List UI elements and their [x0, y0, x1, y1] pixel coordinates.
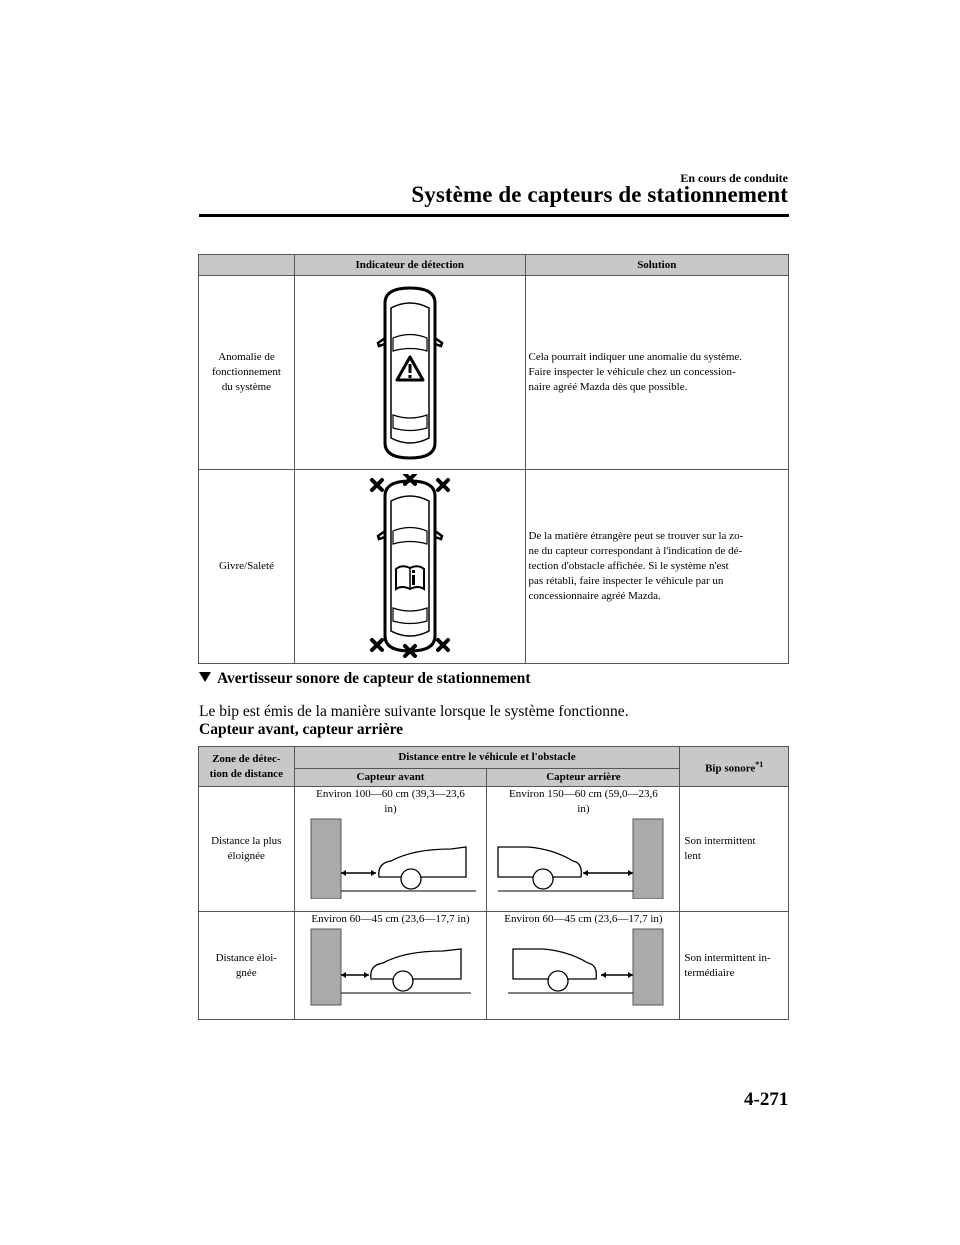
section-label: En cours de conduite: [680, 171, 788, 185]
header-rear: Capteur arrière: [487, 769, 680, 787]
solution-line: Cela pourrait indiquer une anomalie du système.: [528, 351, 743, 363]
bip-line: termédiaire: [684, 966, 735, 979]
beep-table: [198, 746, 789, 1020]
subheading: Capteur avant, capteur arrière: [199, 721, 404, 738]
zone-line: éloignée: [227, 850, 265, 862]
table-row: [199, 276, 789, 470]
header-front: Capteur avant: [294, 769, 487, 787]
zone-line: Distance la plus: [211, 835, 282, 847]
car-sensor-dirt-icon: [360, 474, 460, 659]
condition-line: du système: [221, 381, 272, 393]
zone-cell: [199, 787, 295, 912]
bip-line: Son intermittent in-: [684, 951, 771, 964]
rear-car-far-illustration: [493, 817, 673, 899]
condition-cell: [199, 470, 295, 664]
front-distance-cell: [294, 912, 487, 1020]
body-text: Le bip est émis de la manière suivante lorsque le système fonctionne.: [199, 703, 629, 720]
bip-line: lent: [684, 850, 701, 862]
header-bip-text: Bip sonore: [705, 762, 756, 775]
front-distance-line: Environ 60―45 cm (23,6―17,7 in): [311, 913, 470, 925]
condition-line: Anomalie de: [218, 351, 275, 363]
header-distance: Distance entre le véhicule et l'obstacle: [294, 747, 680, 769]
rear-car-near-illustration: [493, 927, 673, 1007]
solution-line: ne du capteur correspondant à l'indication de dé-: [528, 545, 743, 557]
table-row: [199, 787, 789, 912]
detection-table: [198, 254, 789, 664]
solution-cell: [525, 470, 788, 664]
front-car-far-illustration: [301, 817, 481, 899]
header-empty: [199, 255, 295, 276]
bip-cell: [680, 787, 789, 912]
solution-line: naire agréé Mazda dès que possible.: [528, 381, 688, 393]
front-distance-line: in): [384, 803, 397, 815]
page-title: Système de capteurs de stationnement: [411, 182, 788, 207]
bip-cell: [680, 912, 789, 1020]
condition-cell: [199, 276, 295, 470]
triangle-down-icon: [199, 672, 211, 682]
header-solution: Solution: [525, 255, 788, 276]
section-heading-text: Avertisseur sonore de capteur de stationnement: [217, 670, 531, 687]
header-zone: [199, 747, 295, 787]
condition-line: fonctionnement: [211, 366, 281, 378]
table-row: [199, 912, 789, 1020]
rear-distance-line: in): [577, 803, 590, 815]
indicator-cell: [294, 470, 525, 664]
page-number: 4-271: [744, 1089, 789, 1110]
front-distance-cell: [294, 787, 487, 912]
zone-line: gnée: [235, 966, 257, 979]
solution-line: De la matière étrangère peut se trouver sur la zo-: [528, 530, 744, 542]
rear-distance-line: Environ 60―45 cm (23,6―17,7 in): [504, 913, 663, 925]
indicator-cell: [294, 276, 525, 470]
rear-distance-line: Environ 150―60 cm (59,0―23,6: [509, 788, 658, 800]
bip-line: Son intermittent: [684, 835, 756, 847]
solution-cell: [525, 276, 788, 470]
footnote-mark: *1: [755, 759, 764, 769]
header-bip: [680, 747, 789, 787]
solution-line: Faire inspecter le véhicule chez un concession-: [528, 366, 736, 378]
header-indicator: Indicateur de détection: [294, 255, 525, 276]
header-zone-line: tion de distance: [209, 767, 283, 780]
rear-distance-cell: [487, 787, 680, 912]
car-warning-icon: [360, 283, 460, 463]
table-header-row: [199, 255, 789, 276]
solution-line: tection d'obstacle affichée. Si le système n'est: [528, 560, 729, 572]
zone-line: Distance éloi-: [215, 951, 277, 964]
condition-line: Givre/Saleté: [218, 560, 274, 572]
table-row: [199, 470, 789, 664]
header-zone-line: Zone de détec-: [212, 752, 281, 765]
front-car-near-illustration: [301, 927, 481, 1007]
solution-line: concessionnaire agréé Mazda.: [528, 590, 661, 602]
front-distance-line: Environ 100―60 cm (39,3―23,6: [316, 788, 465, 800]
zone-cell: [199, 912, 295, 1020]
solution-line: pas rétabli, faire inspecter le véhicule par un: [528, 575, 724, 587]
table-header-row: [199, 747, 789, 769]
section-heading: [199, 670, 531, 688]
rear-distance-cell: [487, 912, 680, 1020]
title-rule: [199, 214, 789, 217]
